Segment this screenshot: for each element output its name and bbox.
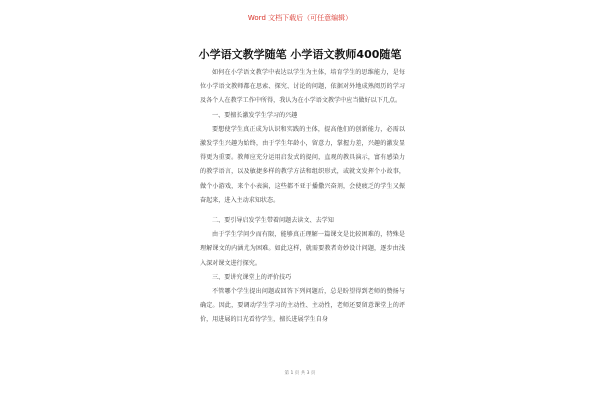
download-watermark: Word 文档下载后（可任意编辑）	[247, 14, 353, 22]
section-heading-3: 三、要讲究课堂上的评价技巧	[212, 273, 292, 281]
section-paragraph-2: 由于学生学问少而有限，能够真正理解一篇课文是比较困难的，特殊是理解课文的内涵尤为困难。如此这样，就需要教者奇妙设计问题，逐步由浅入深对课文进行探究。	[200, 231, 405, 267]
document-body	[200, 66, 405, 328]
intro-paragraph: 如何在小学语文教学中表达以学生为主体，培育学生的思维能力，是每位小学语文教师都在思索、探究、讨论的问题，依据对外地成熟阅历的学习及各个人在教学工作中所得，我认为在小学语文教学中应当做好以下几点。	[200, 69, 405, 105]
page-indicator: 第 1 页 共 3 页	[284, 371, 316, 376]
section-paragraph-1: 要想使学生真正成为认识和实践的主体，提高他们的创新能力，必需以激发学生兴趣为始终，由于学生年龄小，留意力，掌握力差，兴趣的激发显得更为重要。教师应充分运用启发式的提问，直观的教具演示，富有感染力的教学语言，以及敏捷多样的教学方法和组织形式，或就文发挥个小故事，做个小游戏，来个小表演，这些都不亚于播撒兴奋剂，会使疲乏的学生又振奋起来，进入主动求知状态。	[200, 125, 405, 204]
section-paragraph-3: 不管哪个学生提出问题或回答下列问题后，总是盼望得到老师的赞扬与确定。因此，要调动学生学习的主动性、主动性，老师还要留意课堂上的评价，用进展的目光看待学生，擅长进展学生自身	[200, 288, 405, 324]
section-heading-1: 一、要擅长激发学生学习的兴趣	[212, 111, 298, 119]
section-heading-2: 二、要引导启发学生带着问题去读文、去学知	[212, 217, 334, 225]
document-title: 小学语文教学随笔 小学语文教师400随笔	[198, 48, 402, 61]
